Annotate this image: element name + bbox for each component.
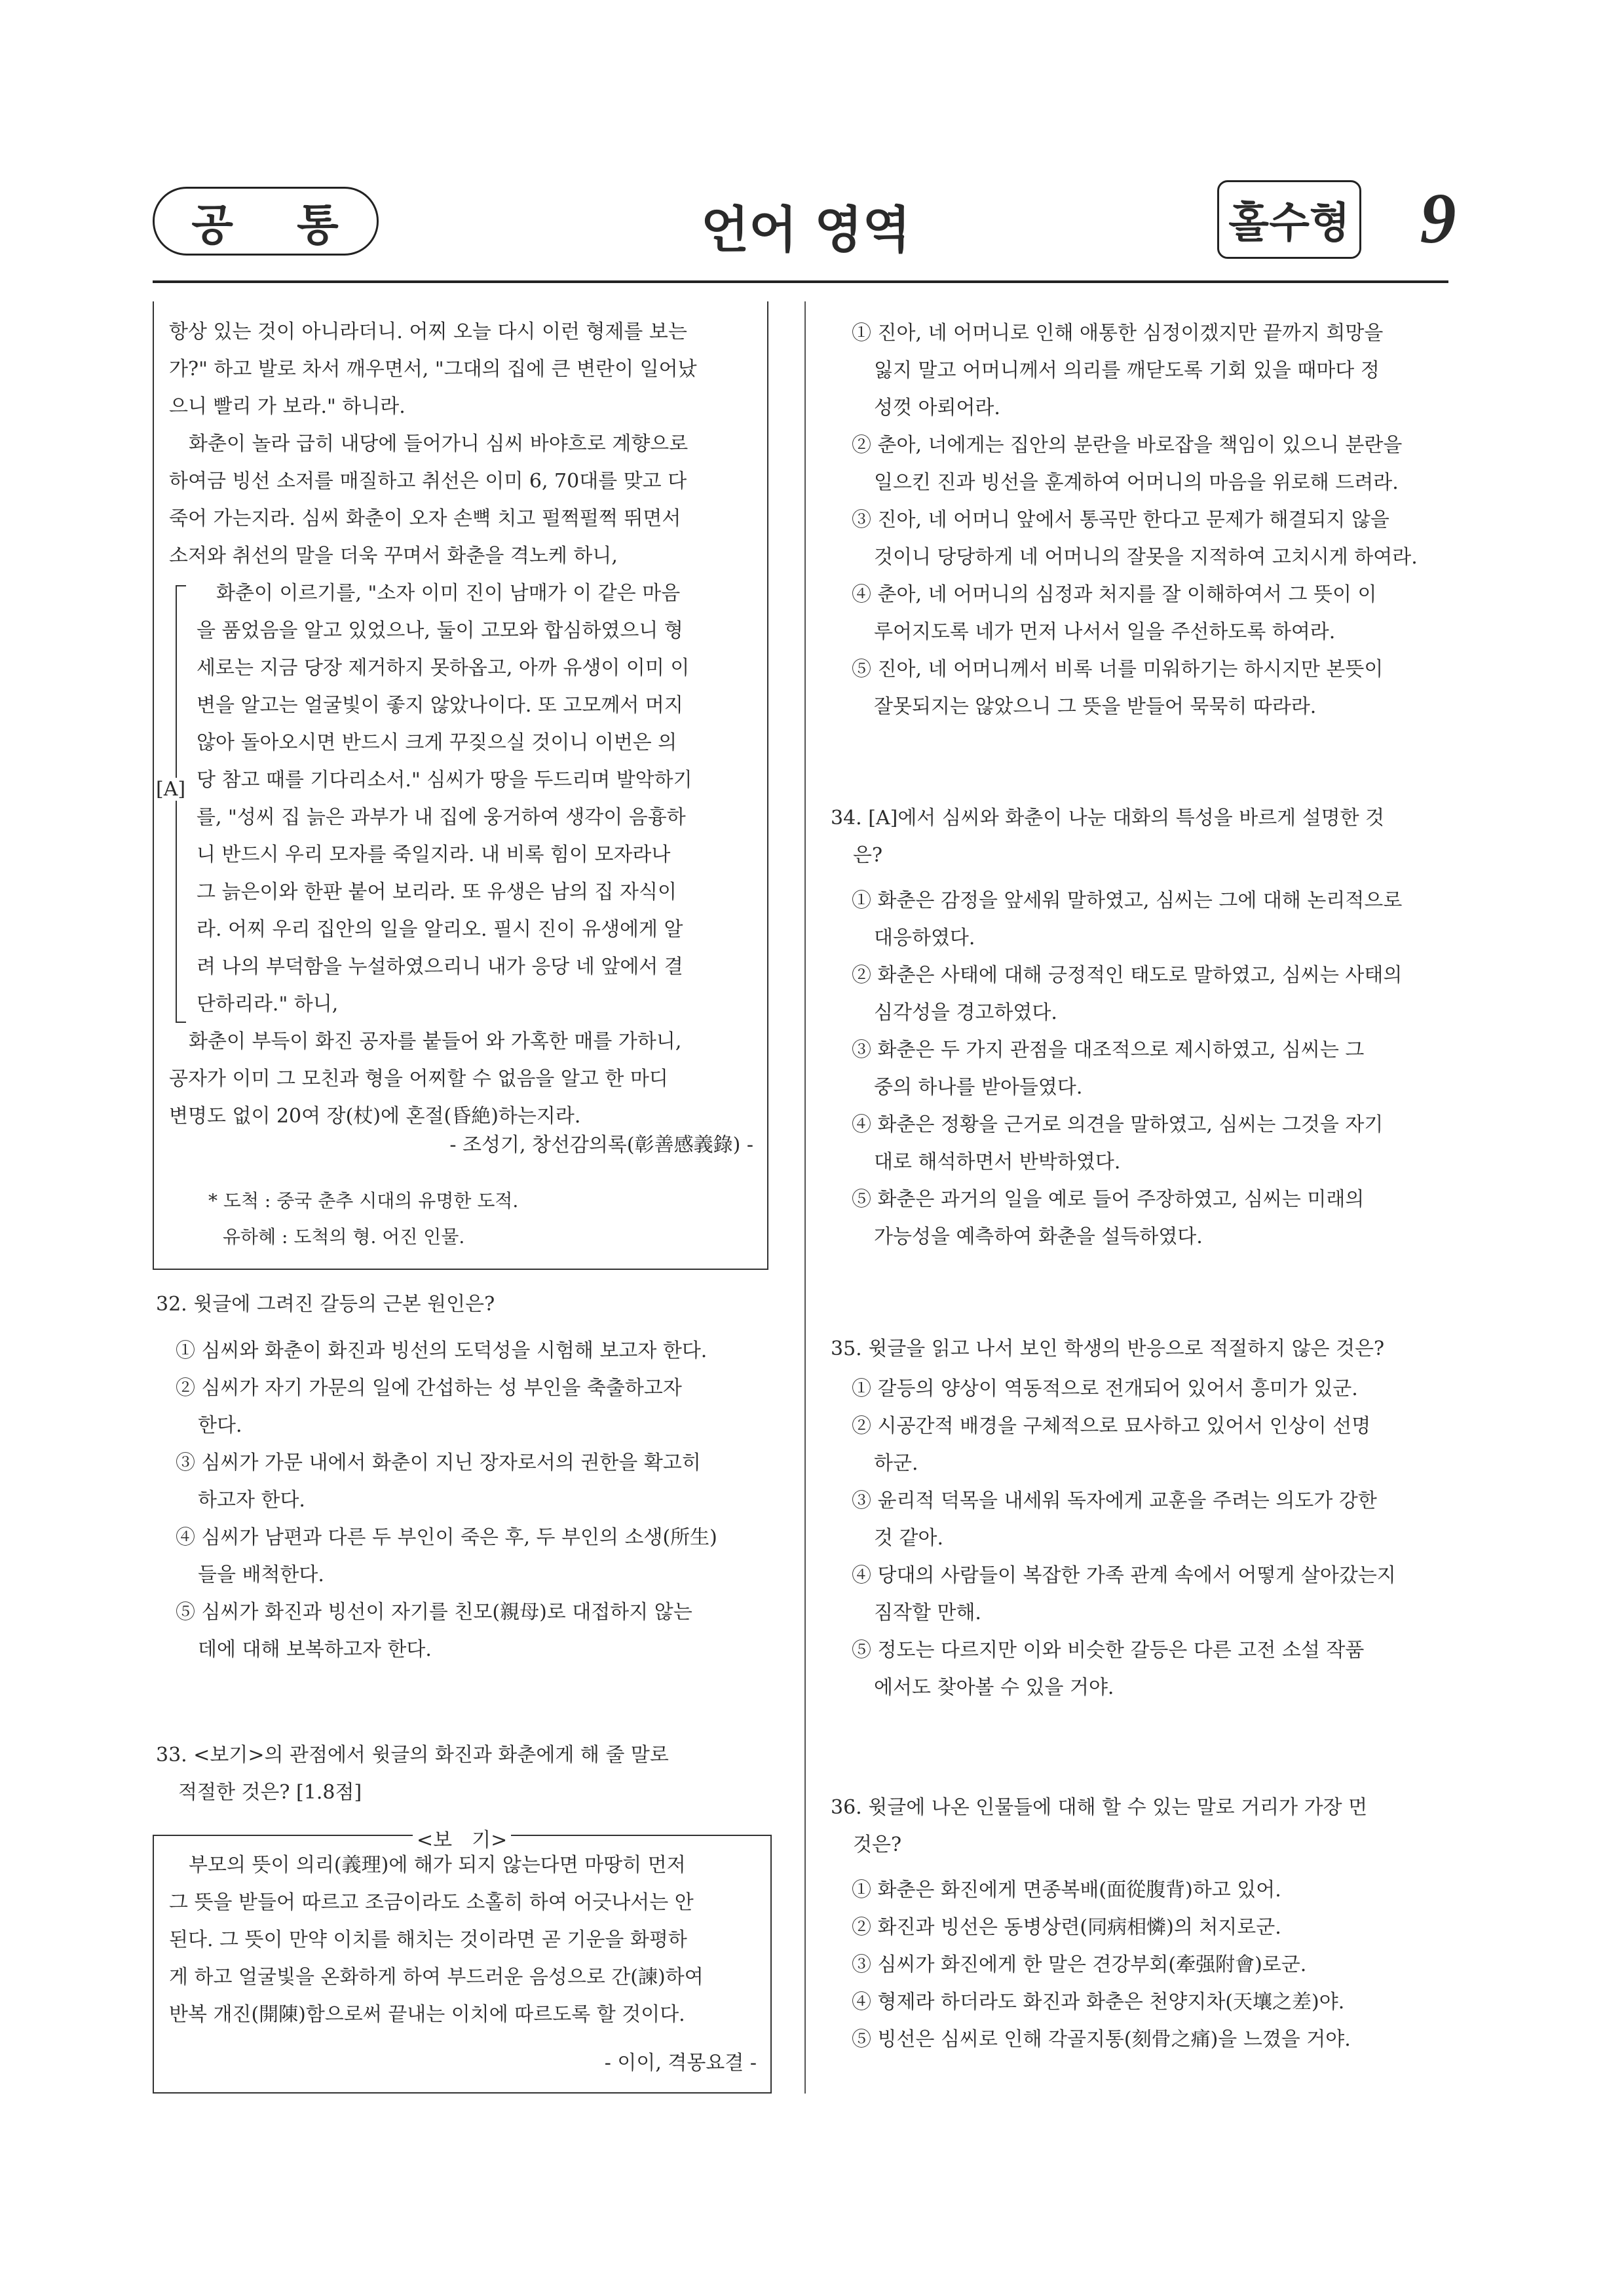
option-4-cont: 대로 해석하면서 반박하였다. [874, 1151, 1121, 1174]
bracket-label: [A] [156, 778, 186, 801]
passage-bracketed [197, 575, 692, 1023]
option-2-cont: 심각성을 경고하였다. [874, 1001, 1057, 1024]
passage-line: 으니 빨리 가 보라." 하니라. [169, 395, 406, 418]
option-5[interactable]: ⑤ 정도는 다르지만 이와 비슷한 갈등은 다른 고전 소설 작품 [852, 1639, 1365, 1662]
option-4-cont: 들을 배척한다. [198, 1563, 324, 1586]
option-2[interactable]: ② 춘아, 너에게는 집안의 분란을 바로잡을 책임이 있으니 분란을 [852, 434, 1403, 457]
bogi-line: 된다. 그 뜻이 만약 이치를 해치는 것이라면 곧 기운을 화평하 [169, 1928, 687, 1951]
option-4[interactable]: ④ 심씨가 남편과 다른 두 부인이 죽은 후, 두 부인의 소생(所生) [176, 1526, 717, 1549]
subject-left: 공 [191, 200, 235, 250]
option-3[interactable]: ③ 진아, 네 어머니 앞에서 통곡만 한다고 문제가 해결되지 않을 [852, 508, 1389, 531]
footnote: 유하혜 : 도척의 형. 어진 인물. [223, 1226, 465, 1248]
option-3[interactable]: ③ 윤리적 덕목을 내세워 독자에게 교훈을 주려는 의도가 강한 [852, 1489, 1377, 1512]
option-3-cont: 하고자 한다. [198, 1489, 305, 1512]
passage-line: 을 품었음을 알고 있었으나, 둘이 고모와 합심하였으니 형 [197, 619, 683, 642]
passage-line: 소저와 취선의 말을 더욱 꾸며서 화춘을 격노케 하니, [169, 545, 618, 567]
passage-line: 려 나의 부덕함을 누설하였으리니 내가 응당 네 앞에서 결 [197, 955, 683, 978]
question-32 [156, 1286, 717, 1668]
question-33-options [852, 315, 1418, 725]
option-5-cont: 가능성을 예측하여 화춘을 설득하였다. [874, 1225, 1203, 1248]
option-4-cont: 루어지도록 네가 먼저 나서서 일을 주선하도록 하여라. [874, 621, 1336, 643]
subject-badge [153, 187, 379, 256]
question-34 [831, 799, 1402, 1255]
bogi-line: 부모의 뜻이 의리(義理)에 해가 되지 않는다면 마땅히 먼저 [169, 1854, 686, 1877]
option-1[interactable]: ① 진아, 네 어머니로 인해 애통한 심정이겠지만 끝까지 희망을 [852, 322, 1384, 345]
option-5[interactable]: ⑤ 화춘은 과거의 일을 예로 들어 주장하였고, 심씨는 미래의 [852, 1188, 1365, 1211]
footnote: * 도척 : 중국 춘추 시대의 유명한 도적. [208, 1190, 519, 1212]
bogi-line: 게 하고 얼굴빛을 온화하게 하여 부드러운 음성으로 간(諫)하여 [169, 1966, 704, 1989]
passage-line: 를, "성씨 집 늙은 과부가 내 집에 웅거하여 생각이 음흉하 [197, 806, 686, 829]
option-3[interactable]: ③ 심씨가 화진에게 한 말은 견강부회(牽强附會)로군. [852, 1953, 1307, 1976]
option-5[interactable]: ⑤ 진아, 네 어머니께서 비록 너를 미워하기는 하시지만 본뜻이 [852, 658, 1384, 681]
option-4[interactable]: ④ 춘아, 네 어머니의 심정과 처지를 잘 이해하여서 그 뜻이 이 [852, 583, 1377, 606]
option-5[interactable]: ⑤ 심씨가 화진과 빙선이 자기를 친모(親母)로 대접하지 않는 [176, 1601, 692, 1624]
option-1-cont: 대응하였다. [874, 927, 975, 949]
question-stem-cont: 것은? [853, 1833, 902, 1856]
passage-source: - 조성기, 창선감의록(彰善感義錄) - [449, 1134, 753, 1157]
passage-line: 그 늙은이와 한판 붙어 보리라. 또 유생은 남의 집 자식이 [197, 881, 677, 904]
passage-line: 공자가 이미 그 모친과 형을 어찌할 수 없음을 알고 한 마디 [169, 1067, 668, 1090]
passage-line: 변을 알고는 얼굴빛이 좋지 않았나이다. 또 고모께서 머지 [197, 694, 683, 717]
option-5-cont: 잘못되지는 않았으니 그 뜻을 받들어 묵묵히 따라라. [874, 695, 1317, 718]
column-divider [804, 301, 806, 2094]
passage-line: 니 반드시 우리 모자를 죽일지라. 내 비록 힘이 모자라나 [197, 843, 671, 866]
passage-line: 화춘이 이르기를, "소자 이미 진이 남매가 이 같은 마음 [197, 582, 681, 605]
passage-line: 당 참고 때를 기다리소서." 심씨가 땅을 두드리며 발악하기 [197, 769, 692, 792]
option-1[interactable]: ① 심씨와 화춘이 화진과 빙선의 도덕성을 시험해 보고자 한다. [176, 1339, 708, 1362]
option-3-cont: 것 같아. [874, 1527, 944, 1550]
question-stem: 35. 윗글을 읽고 나서 보인 학생의 반응으로 적절하지 않은 것은? [831, 1337, 1385, 1360]
passage-line: 화춘이 부득이 화진 공자를 붙들어 와 가혹한 매를 가하니, [169, 1030, 682, 1053]
option-3-cont: 것이니 당당하게 네 어머니의 잘못을 지적하여 고치시게 하여라. [874, 546, 1418, 569]
bogi-line: 그 뜻을 받들어 따르고 조금이라도 소홀히 하여 어긋나서는 안 [169, 1891, 694, 1914]
passage-notes [208, 1183, 518, 1255]
subject-right: 통 [297, 200, 340, 250]
option-3[interactable]: ③ 화춘은 두 가지 관점을 대조적으로 제시하였고, 심씨는 그 [852, 1039, 1365, 1062]
passage-line: 세로는 지금 당장 제거하지 못하옵고, 아까 유생이 이미 이 [197, 657, 690, 679]
option-2-cont: 한다. [198, 1414, 242, 1437]
option-4[interactable]: ④ 형제라 하더라도 화진과 화춘은 천양지차(天壤之差)야. [852, 1991, 1345, 2014]
option-2[interactable]: ② 화진과 빙선은 동병상련(同病相憐)의 처지로군. [852, 1916, 1281, 1939]
passage-line: 하여금 빙선 소저를 매질하고 취선은 이미 6, 70대를 맞고 다 [169, 470, 687, 493]
passage-line: 않아 돌아오시면 반드시 크게 꾸짖으실 것이니 이번은 의 [197, 731, 677, 754]
exam-type-badge: 홀수형 [1217, 180, 1361, 259]
passage-line: 라. 어찌 우리 집안의 일을 알리오. 필시 진이 유생에게 알 [197, 918, 683, 941]
option-2-cont: 일으킨 진과 빙선을 훈계하여 어머니의 마음을 위로해 드려라. [874, 471, 1399, 494]
bogi-source: - 이이, 격몽요결 - [604, 2052, 757, 2075]
bogi-text [169, 1846, 704, 2033]
bogi-line: 반복 개진(開陳)함으로써 끝내는 이치에 따르도록 할 것이다. [169, 2003, 685, 2026]
passage-line: 단하리라." 하니, [197, 993, 339, 1016]
option-5-cont: 에서도 찾아볼 수 있을 거야. [874, 1676, 1114, 1699]
option-2[interactable]: ② 시공간적 배경을 구체적으로 묘사하고 있어서 인상이 선명 [852, 1415, 1371, 1438]
option-4-cont: 짐작할 만해. [874, 1601, 981, 1624]
page-number: 9 [1420, 178, 1456, 258]
passage-line: 화춘이 놀라 급히 내당에 들어가니 심씨 바야흐로 계향으로 [169, 432, 689, 455]
option-5-cont: 데에 대해 보복하고자 한다. [198, 1638, 432, 1661]
question-stem-cont: 적절한 것은? [1.8점] [178, 1781, 362, 1804]
passage-intro [169, 313, 697, 575]
question-33-stem [156, 1736, 669, 1811]
bracket-line [176, 585, 177, 1023]
option-4[interactable]: ④ 화춘은 정황을 근거로 의견을 말하였고, 심씨는 그것을 자기 [852, 1113, 1384, 1136]
option-1-cont: 잃지 말고 어머니께서 의리를 깨닫도록 기회 있을 때마다 정 [874, 359, 1380, 382]
option-4[interactable]: ④ 당대의 사람들이 복잡한 가족 관계 속에서 어떻게 살아갔는지 [852, 1564, 1396, 1587]
option-2[interactable]: ② 심씨가 자기 가문의 일에 간섭하는 성 부인을 축출하고자 [176, 1377, 682, 1400]
question-35 [831, 1330, 1396, 1706]
option-1[interactable]: ① 화춘은 화진에게 면종복배(面從腹背)하고 있어. [852, 1879, 1281, 1902]
passage-line: 죽어 가는지라. 심씨 화춘이 오자 손뼉 치고 펄쩍펄쩍 뛰면서 [169, 507, 681, 530]
passage-after [169, 1023, 681, 1135]
bracket-top [176, 585, 186, 586]
option-3-cont: 중의 하나를 받아들였다. [874, 1076, 1083, 1099]
passage-line: 변명도 없이 20여 장(杖)에 혼절(昏絶)하는지라. [169, 1105, 581, 1128]
question-stem: 36. 윗글에 나온 인물들에 대해 할 수 있는 말로 거리가 가장 먼 [831, 1796, 1368, 1819]
option-3[interactable]: ③ 심씨가 가문 내에서 화춘이 지닌 장자로서의 권한을 확고히 [176, 1451, 701, 1474]
option-1[interactable]: ① 화춘은 감정을 앞세워 말하였고, 심씨는 그에 대해 논리적으로 [852, 889, 1403, 912]
option-2[interactable]: ② 화춘은 사태에 대해 긍정적인 태도로 말하였고, 심씨는 사태의 [852, 964, 1403, 987]
option-1[interactable]: ① 갈등의 양상이 역동적으로 전개되어 있어서 흥미가 있군. [852, 1377, 1358, 1400]
question-36 [831, 1789, 1367, 2058]
option-5[interactable]: ⑤ 빙선은 심씨로 인해 각골지통(刻骨之痛)을 느꼈을 거야. [852, 2028, 1351, 2051]
option-1-cont: 성껏 아뢰어라. [874, 396, 1000, 419]
page-title: 언어 영역 [700, 201, 911, 259]
question-stem-cont: 은? [853, 844, 883, 867]
question-stem: 32. 윗글에 그려진 갈등의 근본 원인은? [156, 1293, 495, 1316]
header-rule [153, 280, 1448, 283]
question-stem: 33. <보기>의 관점에서 윗글의 화진과 화춘에게 해 줄 말로 [156, 1744, 669, 1767]
option-2-cont: 하군. [874, 1452, 918, 1475]
bogi-title: <보 기> [413, 1824, 511, 1852]
passage-line: 항상 있는 것이 아니라더니. 어찌 오늘 다시 이런 형제를 보는 [169, 320, 687, 343]
passage-line: 가?" 하고 발로 차서 깨우면서, "그대의 집에 큰 변란이 일어났 [169, 358, 697, 381]
question-stem: 34. [A]에서 심씨와 화춘이 나눈 대화의 특성을 바르게 설명한 것 [831, 807, 1385, 830]
